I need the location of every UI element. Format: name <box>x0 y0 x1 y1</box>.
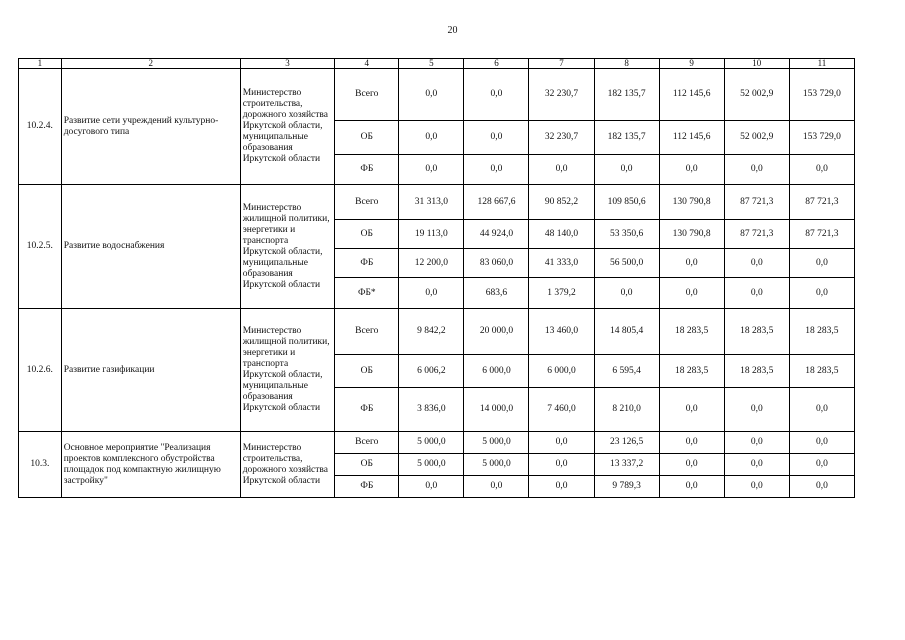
amount-cell: 0,0 <box>659 249 724 278</box>
amount-cell: 0,0 <box>464 121 529 155</box>
column-number: 11 <box>789 59 854 69</box>
amount-cell: 6 595,4 <box>594 355 659 388</box>
amount-cell: 0,0 <box>399 476 464 498</box>
funding-source: Всего <box>335 185 399 220</box>
amount-cell: 0,0 <box>594 155 659 185</box>
table-row <box>19 432 855 454</box>
item-name: Развитие водоснабжения <box>61 185 240 309</box>
amount-cell: 0,0 <box>789 454 854 476</box>
amount-cell: 14 000,0 <box>464 388 529 432</box>
funding-source: ФБ <box>335 476 399 498</box>
amount-cell: 0,0 <box>659 432 724 454</box>
amount-cell: 0,0 <box>529 476 594 498</box>
item-code: 10.3. <box>19 432 62 498</box>
amount-cell: 53 350,6 <box>594 220 659 249</box>
column-number: 4 <box>335 59 399 69</box>
column-number: 5 <box>399 59 464 69</box>
amount-cell: 32 230,7 <box>529 69 594 121</box>
amount-cell: 0,0 <box>464 69 529 121</box>
amount-cell: 0,0 <box>399 278 464 309</box>
amount-cell: 87 721,3 <box>724 185 789 220</box>
amount-cell: 0,0 <box>659 476 724 498</box>
amount-cell: 0,0 <box>724 432 789 454</box>
amount-cell: 0,0 <box>659 454 724 476</box>
column-number-row <box>19 59 855 69</box>
amount-cell: 41 333,0 <box>529 249 594 278</box>
amount-cell: 52 002,9 <box>724 121 789 155</box>
amount-cell: 87 721,3 <box>789 185 854 220</box>
amount-cell: 0,0 <box>789 155 854 185</box>
item-code: 10.2.5. <box>19 185 62 309</box>
amount-cell: 13 460,0 <box>529 309 594 355</box>
amount-cell: 0,0 <box>529 155 594 185</box>
amount-cell: 87 721,3 <box>789 220 854 249</box>
table-row <box>19 185 855 220</box>
amount-cell: 52 002,9 <box>724 69 789 121</box>
amount-cell: 18 283,5 <box>789 309 854 355</box>
funding-source: ФБ <box>335 249 399 278</box>
funding-source: Всего <box>335 432 399 454</box>
column-number: 10 <box>724 59 789 69</box>
amount-cell: 0,0 <box>724 388 789 432</box>
column-number: 3 <box>240 59 335 69</box>
funding-source: ОБ <box>335 121 399 155</box>
amount-cell: 12 200,0 <box>399 249 464 278</box>
amount-cell: 5 000,0 <box>399 454 464 476</box>
funding-source: ФБ <box>335 155 399 185</box>
amount-cell: 0,0 <box>594 278 659 309</box>
amount-cell: 1 379,2 <box>529 278 594 309</box>
item-executor: Министерство строительства, дорожного хозяйства Иркутской области <box>240 432 335 498</box>
amount-cell: 18 283,5 <box>724 309 789 355</box>
amount-cell: 0,0 <box>724 249 789 278</box>
amount-cell: 0,0 <box>789 432 854 454</box>
amount-cell: 14 805,4 <box>594 309 659 355</box>
amount-cell: 44 924,0 <box>464 220 529 249</box>
funding-source: ОБ <box>335 220 399 249</box>
amount-cell: 683,6 <box>464 278 529 309</box>
amount-cell: 0,0 <box>724 454 789 476</box>
item-executor: Министерство жилищной политики, энергетики и транспорта Иркутской области, муниципальные образования Иркутской области <box>240 309 335 432</box>
amount-cell: 83 060,0 <box>464 249 529 278</box>
amount-cell: 20 000,0 <box>464 309 529 355</box>
funding-source: ОБ <box>335 355 399 388</box>
column-number: 7 <box>529 59 594 69</box>
amount-cell: 6 000,0 <box>529 355 594 388</box>
amount-cell: 18 283,5 <box>724 355 789 388</box>
amount-cell: 0,0 <box>529 454 594 476</box>
item-name: Развитие газификации <box>61 309 240 432</box>
funding-source: Всего <box>335 69 399 121</box>
amount-cell: 5 000,0 <box>464 432 529 454</box>
amount-cell: 0,0 <box>399 121 464 155</box>
amount-cell: 112 145,6 <box>659 121 724 155</box>
amount-cell: 0,0 <box>464 476 529 498</box>
amount-cell: 182 135,7 <box>594 69 659 121</box>
amount-cell: 153 729,0 <box>789 121 854 155</box>
amount-cell: 32 230,7 <box>529 121 594 155</box>
amount-cell: 0,0 <box>529 432 594 454</box>
amount-cell: 0,0 <box>659 155 724 185</box>
amount-cell: 0,0 <box>724 476 789 498</box>
amount-cell: 6 000,0 <box>464 355 529 388</box>
column-number: 1 <box>19 59 62 69</box>
table-row <box>19 309 855 355</box>
amount-cell: 130 790,8 <box>659 185 724 220</box>
funding-source: ОБ <box>335 454 399 476</box>
amount-cell: 9 789,3 <box>594 476 659 498</box>
item-executor: Министерство жилищной политики, энергетики и транспорта Иркутской области, муниципальные образования Иркутской области <box>240 185 335 309</box>
amount-cell: 0,0 <box>724 278 789 309</box>
amount-cell: 0,0 <box>789 278 854 309</box>
amount-cell: 18 283,5 <box>659 355 724 388</box>
amount-cell: 0,0 <box>399 155 464 185</box>
amount-cell: 19 113,0 <box>399 220 464 249</box>
amount-cell: 48 140,0 <box>529 220 594 249</box>
item-code: 10.2.6. <box>19 309 62 432</box>
amount-cell: 3 836,0 <box>399 388 464 432</box>
amount-cell: 13 337,2 <box>594 454 659 476</box>
amount-cell: 0,0 <box>464 155 529 185</box>
amount-cell: 182 135,7 <box>594 121 659 155</box>
amount-cell: 112 145,6 <box>659 69 724 121</box>
amount-cell: 0,0 <box>399 69 464 121</box>
funding-source: Всего <box>335 309 399 355</box>
amount-cell: 0,0 <box>659 388 724 432</box>
page-number: 20 <box>447 25 458 36</box>
funding-source: ФБ* <box>335 278 399 309</box>
amount-cell: 128 667,6 <box>464 185 529 220</box>
amount-cell: 109 850,6 <box>594 185 659 220</box>
item-name: Основное мероприятие "Реализация проектов комплексного обустройства площадок под компактную жилищную застройку" <box>61 432 240 498</box>
amount-cell: 5 000,0 <box>464 454 529 476</box>
item-executor: Министерство строительства, дорожного хозяйства Иркутской области, муниципальные образования Иркутской области <box>240 69 335 185</box>
amount-cell: 0,0 <box>789 476 854 498</box>
column-number: 6 <box>464 59 529 69</box>
amount-cell: 0,0 <box>789 249 854 278</box>
budget-table <box>18 58 855 498</box>
amount-cell: 9 842,2 <box>399 309 464 355</box>
funding-source: ФБ <box>335 388 399 432</box>
item-name: Развитие сети учреждений культурно-досугового типа <box>61 69 240 185</box>
amount-cell: 0,0 <box>724 155 789 185</box>
amount-cell: 0,0 <box>659 278 724 309</box>
table-row <box>19 69 855 121</box>
amount-cell: 18 283,5 <box>789 355 854 388</box>
amount-cell: 153 729,0 <box>789 69 854 121</box>
amount-cell: 90 852,2 <box>529 185 594 220</box>
amount-cell: 23 126,5 <box>594 432 659 454</box>
amount-cell: 6 006,2 <box>399 355 464 388</box>
amount-cell: 5 000,0 <box>399 432 464 454</box>
amount-cell: 0,0 <box>789 388 854 432</box>
item-code: 10.2.4. <box>19 69 62 185</box>
amount-cell: 8 210,0 <box>594 388 659 432</box>
column-number: 8 <box>594 59 659 69</box>
amount-cell: 56 500,0 <box>594 249 659 278</box>
amount-cell: 130 790,8 <box>659 220 724 249</box>
column-number: 9 <box>659 59 724 69</box>
amount-cell: 87 721,3 <box>724 220 789 249</box>
amount-cell: 31 313,0 <box>399 185 464 220</box>
amount-cell: 18 283,5 <box>659 309 724 355</box>
amount-cell: 7 460,0 <box>529 388 594 432</box>
column-number: 2 <box>61 59 240 69</box>
